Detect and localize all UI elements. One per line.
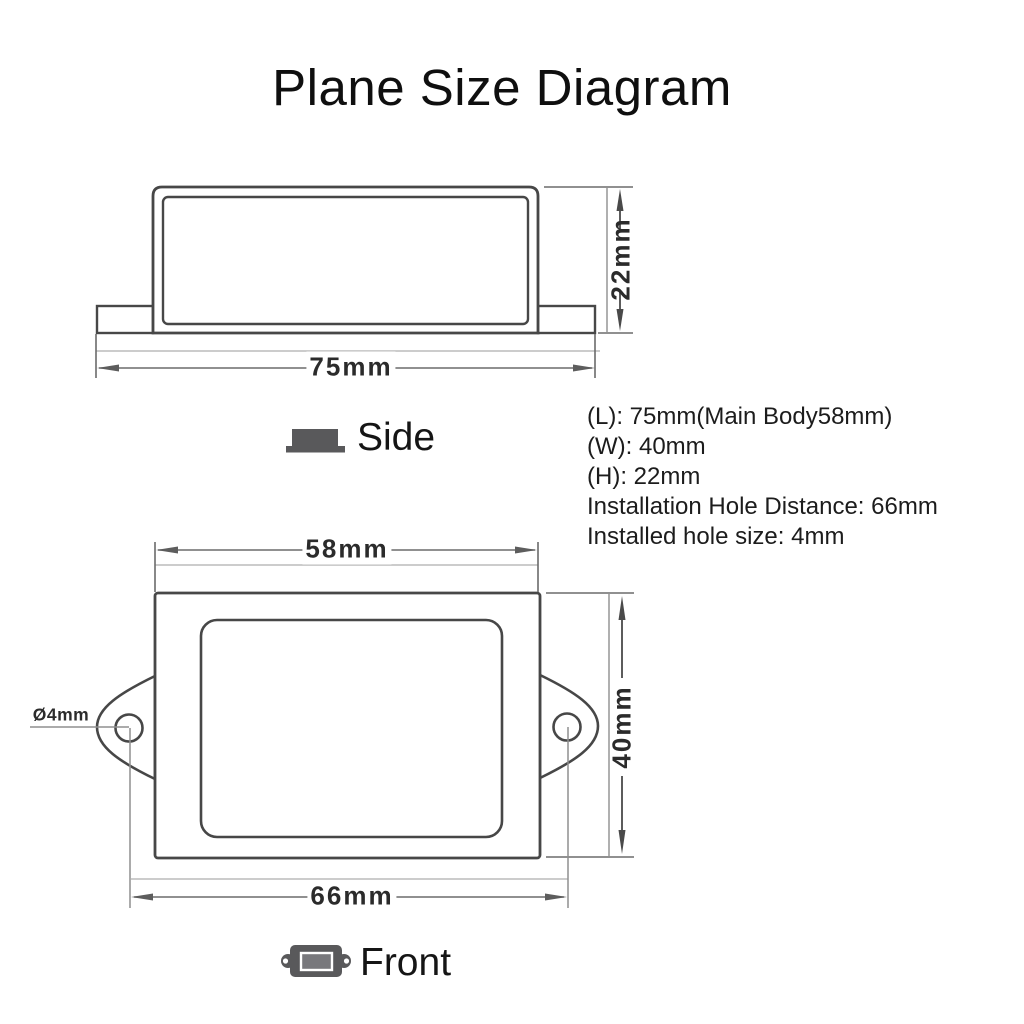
arrowhead-right <box>515 547 537 554</box>
arrowhead-right <box>545 894 567 901</box>
dim-label-40mm: 40mm <box>606 685 637 769</box>
arrowhead-left <box>131 894 153 901</box>
spec-line-height: (H): 22mm <box>587 463 701 490</box>
arrowhead-right <box>573 365 595 372</box>
front-icon-screen <box>301 953 332 970</box>
dim-label-66mm: 66mm <box>307 881 396 912</box>
front-icon-left-hole <box>283 958 288 963</box>
side-left-flange <box>97 306 153 333</box>
spec-line-hole-distance: Installation Hole Distance: 66mm <box>587 493 938 520</box>
side-view-label: Side <box>357 416 436 459</box>
spec-line-length: (L): 75mm(Main Body58mm) <box>587 403 893 430</box>
arrowhead-left <box>97 365 119 372</box>
page-title: Plane Size Diagram <box>272 59 732 116</box>
arrowhead-left <box>156 547 178 554</box>
dim-label-hole-diameter: Ø4mm <box>32 704 90 725</box>
side-right-flange <box>538 306 595 333</box>
side-body-outline <box>153 187 538 333</box>
front-body-outline <box>155 593 540 858</box>
side-icon <box>286 429 345 453</box>
front-view-drawing <box>30 542 634 908</box>
front-icon <box>281 945 351 977</box>
side-view-drawing <box>96 187 633 378</box>
arrowhead-down <box>617 309 624 331</box>
dim-label-58mm: 58mm <box>302 534 391 565</box>
dim-label-22mm: 22mm <box>605 217 636 301</box>
side-icon-base <box>286 446 345 453</box>
front-view-label: Front <box>360 941 452 984</box>
spec-text-block <box>587 402 938 552</box>
arrowhead-up <box>617 189 624 211</box>
front-left-mounting-hole <box>116 715 143 742</box>
spec-line-hole-size: Installed hole size: 4mm <box>587 523 845 550</box>
arrowhead-down <box>619 830 626 854</box>
side-icon-body <box>292 429 338 447</box>
front-right-mounting-hole <box>554 714 581 741</box>
spec-line-width: (W): 40mm <box>587 433 706 460</box>
front-icon-right-hole <box>344 958 349 963</box>
dim-label-75mm: 75mm <box>306 352 395 383</box>
arrowhead-up <box>619 596 626 620</box>
